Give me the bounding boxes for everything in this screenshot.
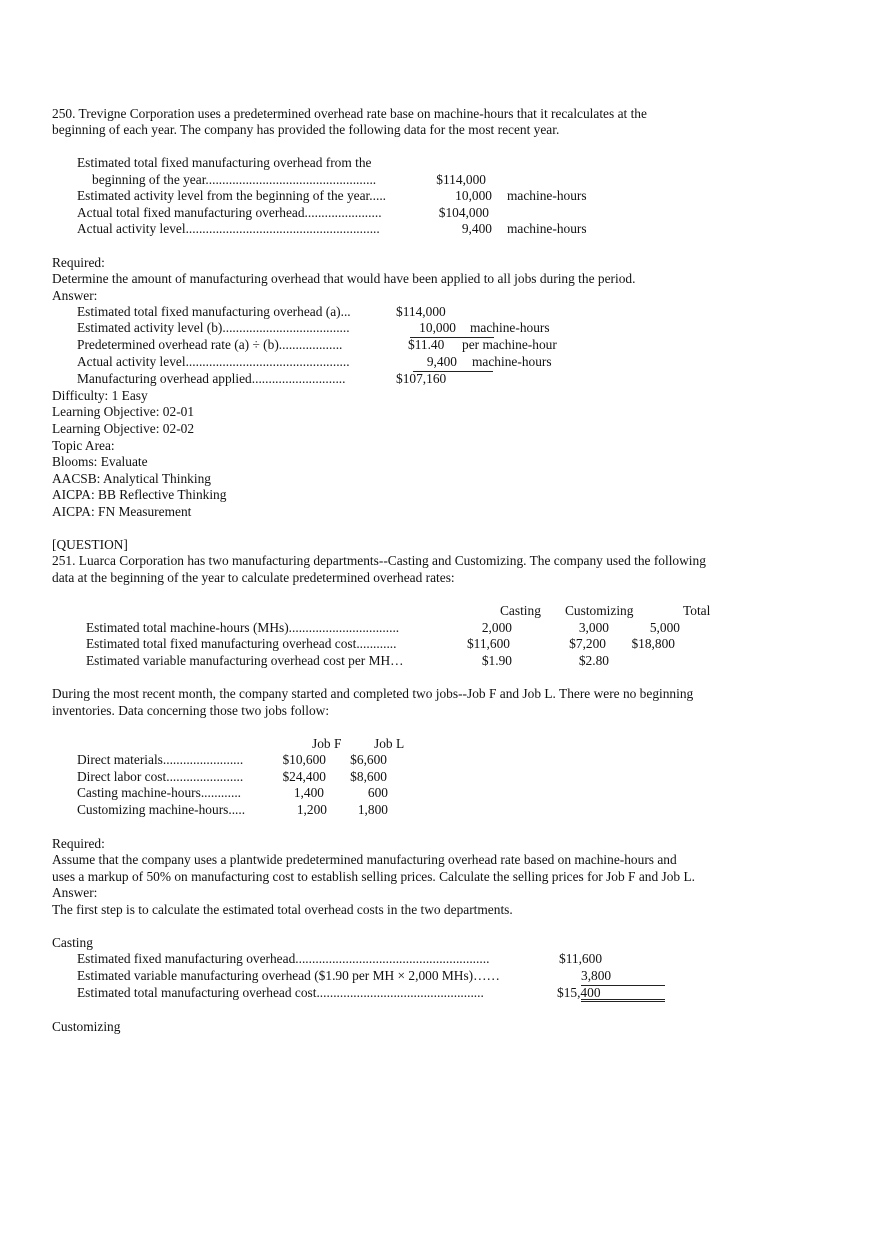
q250-answer-label: Answer: — [52, 288, 98, 303]
q251-job-l-value: 1,800 — [357, 802, 388, 817]
q250-meta: Learning Objective: 02-02 — [52, 421, 195, 436]
q250-data-value: 10,000 — [455, 188, 492, 203]
q250-data-label: beginning of the year................................................... — [92, 172, 377, 187]
q250-answer-unit: machine-hours — [472, 354, 552, 369]
q250-meta: AICPA: BB Reflective Thinking — [52, 487, 227, 502]
q251-question-tag: [QUESTION] — [52, 537, 128, 552]
q251-job-l-value: 600 — [367, 785, 388, 800]
q251-dept-total: $18,800 — [631, 636, 675, 651]
q250-required-text: Determine the amount of manufacturing overhead that would have been applied to all jobs during the period. — [52, 271, 636, 286]
q250-answer-unit: machine-hours — [470, 320, 550, 335]
q250-required-label: Required: — [52, 255, 105, 270]
q251-dept-total: 5,000 — [649, 620, 680, 635]
q251-job-label: Direct materials........................ — [77, 752, 244, 767]
q250-answer-label-row: Estimated activity level (b)...................................... — [77, 320, 350, 335]
q251-casting-label: Estimated variable manufacturing overhead ($1.90 per MH × 2,000 MHs)…… — [77, 968, 500, 983]
q250-answer-number: 10,000 — [419, 320, 456, 335]
q250-answer-value: $107,160 — [396, 371, 447, 386]
q251-dept-casting: 2,000 — [481, 620, 512, 635]
q250-data-label: Actual total fixed manufacturing overhead....................... — [77, 205, 382, 220]
q251-intro-line-1: 251. Luarca Corporation has two manufacturing departments--Casting and Customizing. The company used the following — [52, 553, 706, 568]
q251-dept-customizing: 3,000 — [578, 620, 609, 635]
q251-casting-value: 3,800 — [581, 968, 612, 983]
q250-answer-unit: per machine-hour — [462, 337, 557, 352]
q251-dept-label: Estimated total fixed manufacturing overhead cost............ — [86, 636, 397, 651]
q251-job-label: Casting machine-hours............ — [77, 785, 242, 800]
q251-header-total: Total — [683, 603, 711, 618]
q251-job-f-value: $10,600 — [282, 752, 326, 767]
q251-casting-value: $11,600 — [559, 951, 603, 966]
q251-casting-label: Estimated total manufacturing overhead cost.................................................. — [77, 985, 484, 1000]
q251-header-casting: Casting — [500, 603, 541, 618]
q251-jobs-intro-line-1: During the most recent month, the company started and completed two jobs--Job F and Job L. There were no beginning — [52, 686, 694, 701]
q250-meta: Learning Objective: 02-01 — [52, 404, 195, 419]
q251-customizing-title: Customizing — [52, 1019, 121, 1034]
q250-data-value: $104,000 — [438, 205, 489, 220]
q251-header-job-f: Job F — [312, 736, 342, 751]
q251-job-label: Direct labor cost....................... — [77, 769, 244, 784]
q250-data-unit: machine-hours — [507, 188, 587, 203]
q251-casting-label: Estimated fixed manufacturing overhead.......................................................... — [77, 951, 490, 966]
q250-data-unit: machine-hours — [507, 221, 587, 236]
q251-required-line-1: Assume that the company uses a plantwide predetermined manufacturing overhead rate based on machine-hours and — [52, 852, 677, 867]
q250-answer-label-row: Manufacturing overhead applied............................ — [77, 371, 346, 386]
q251-job-f-value: 1,400 — [293, 785, 324, 800]
q250-answer-value: $11.40 — [408, 337, 445, 352]
q251-job-f-value: 1,200 — [296, 802, 327, 817]
q251-casting-total-rule — [581, 985, 665, 1002]
q251-header-job-l: Job L — [374, 736, 405, 751]
q250-meta: AACSB: Analytical Thinking — [52, 471, 211, 486]
q250-meta: Difficulty: 1 Easy — [52, 388, 148, 403]
q251-header-customizing: Customizing — [565, 603, 634, 618]
q251-job-l-value: $8,600 — [350, 769, 387, 784]
q251-casting-title: Casting — [52, 935, 93, 950]
q251-dept-casting: $1.90 — [481, 653, 512, 668]
q250-data-value: $114,000 — [436, 172, 486, 187]
q250-data-value: 9,400 — [461, 221, 492, 236]
q251-intro-line-2: data at the beginning of the year to calculate predetermined overhead rates: — [52, 570, 455, 585]
q251-required-line-2: uses a markup of 50% on manufacturing cost to establish selling prices. Calculate the selling prices for Job F and Job L. — [52, 869, 695, 884]
q250-data-label: Estimated activity level from the beginning of the year..... — [77, 188, 387, 203]
q251-dept-customizing: $7,200 — [569, 636, 606, 651]
q250-intro-line-2: beginning of each year. The company has provided the following data for the most recent year. — [52, 122, 560, 137]
q251-job-f-value: $24,400 — [282, 769, 326, 784]
q250-meta: Topic Area: — [52, 438, 115, 453]
q251-job-label: Customizing machine-hours..... — [77, 802, 246, 817]
q251-dept-customizing: $2.80 — [578, 653, 609, 668]
q250-answer-label-row: Estimated total fixed manufacturing overhead (a)... — [77, 304, 351, 319]
q251-dept-label: Estimated total machine-hours (MHs)................................. — [86, 620, 400, 635]
q250-meta: Blooms: Evaluate — [52, 454, 148, 469]
q250-answer-number: 9,400 — [426, 354, 457, 369]
q251-answer-label: Answer: — [52, 885, 98, 900]
q251-dept-casting: $11,600 — [466, 636, 510, 651]
q251-dept-label: Estimated variable manufacturing overhead cost per MH… — [86, 653, 404, 668]
q251-jobs-intro-line-2: inventories. Data concerning those two jobs follow: — [52, 703, 330, 718]
q251-answer-intro: The first step is to calculate the estimated total overhead costs in the two departments. — [52, 902, 513, 917]
q251-casting-value: $15,400 — [557, 985, 601, 1000]
q250-intro-line-1: 250. Trevigne Corporation uses a predetermined overhead rate base on machine-hours that it recalculates at the — [52, 106, 647, 121]
q250-answer-label-row: Actual activity level................................................. — [77, 354, 350, 369]
q250-answer-value: $114,000 — [396, 304, 446, 319]
q250-answer-label-row: Predetermined overhead rate (a) ÷ (b)................... — [77, 337, 343, 352]
q250-data-label: Estimated total fixed manufacturing overhead from the — [77, 155, 372, 170]
q251-required-label: Required: — [52, 836, 105, 851]
q250-meta: AICPA: FN Measurement — [52, 504, 192, 519]
q251-job-l-value: $6,600 — [350, 752, 387, 767]
q251-casting-value-cell — [581, 968, 665, 986]
q250-data-label: Actual activity level.......................................................... — [77, 221, 380, 236]
